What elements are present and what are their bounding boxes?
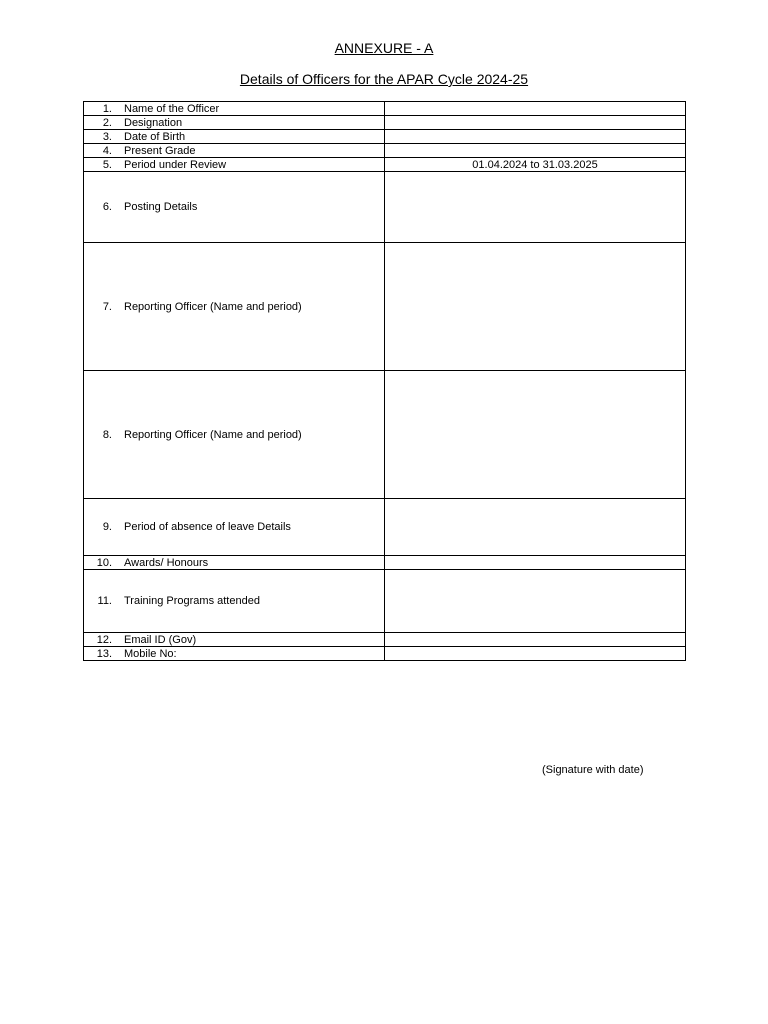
row-label-cell xyxy=(84,556,385,570)
row-number: 6. xyxy=(102,201,112,213)
absence-value-field[interactable] xyxy=(385,499,686,556)
row-number: 9. xyxy=(102,521,112,533)
row-number: 1. xyxy=(102,102,112,115)
email-value-field[interactable] xyxy=(385,633,686,647)
table-row xyxy=(84,158,686,172)
row-label-cell xyxy=(84,243,385,371)
row-number: 11. xyxy=(97,595,112,607)
table-row xyxy=(84,633,686,647)
row-label: Email ID (Gov) xyxy=(124,633,197,646)
row-number: 12. xyxy=(96,633,112,646)
posting-value-field[interactable] xyxy=(385,172,686,243)
annexure-heading: ANNEXURE - A xyxy=(334,40,434,56)
row-number: 13. xyxy=(96,647,112,660)
row-label: Posting Details xyxy=(124,201,198,213)
table-row xyxy=(84,499,686,556)
row-label-cell xyxy=(84,116,385,130)
row-label-cell xyxy=(84,499,385,556)
table-row xyxy=(84,130,686,144)
row-label-cell xyxy=(84,371,385,499)
row-label-cell xyxy=(84,647,385,661)
table-row xyxy=(84,172,686,243)
row-number: 4. xyxy=(102,144,112,157)
awards-value-field[interactable] xyxy=(385,556,686,570)
page-title: Details of Officers for the APAR Cycle 2024-25 xyxy=(239,71,529,87)
designation-value-field[interactable] xyxy=(385,116,686,130)
row-label-cell xyxy=(84,130,385,144)
row-number: 5. xyxy=(102,158,112,171)
row-number: 3. xyxy=(102,130,112,143)
grade-value-field[interactable] xyxy=(385,144,686,158)
signature-label: (Signature with date) xyxy=(542,764,644,776)
row-label: Reporting Officer (Name and period) xyxy=(124,300,302,313)
table-row xyxy=(84,144,686,158)
dob-value-field[interactable] xyxy=(385,130,686,144)
table-row xyxy=(84,243,686,371)
row-label: Training Programs attended xyxy=(124,595,260,607)
row-label: Period of absence of leave Details xyxy=(124,521,291,533)
table-row xyxy=(84,647,686,661)
row-label: Period under Review xyxy=(124,158,227,171)
table-row xyxy=(84,102,686,116)
row-label-cell xyxy=(84,144,385,158)
table-row xyxy=(84,556,686,570)
row-number: 7. xyxy=(102,300,112,313)
row-label: Designation xyxy=(124,116,183,129)
table-row xyxy=(84,570,686,633)
row-label-cell xyxy=(84,570,385,633)
row-label: Reporting Officer (Name and period) xyxy=(124,428,302,441)
row-number: 10. xyxy=(96,556,112,569)
row-label: Mobile No: xyxy=(124,647,177,660)
row-label: Awards/ Honours xyxy=(124,556,209,569)
row-number: 8. xyxy=(102,428,112,441)
review-period-value: 01.04.2024 to 31.03.2025 xyxy=(385,158,686,172)
reporting-officer-1-value-field[interactable] xyxy=(385,243,686,371)
mobile-value-field[interactable] xyxy=(385,647,686,661)
row-label: Name of the Officer xyxy=(124,102,220,115)
officer-details-table xyxy=(83,101,686,661)
reporting-officer-2-value-field[interactable] xyxy=(385,371,686,499)
training-value-field[interactable] xyxy=(385,570,686,633)
row-label-cell xyxy=(84,633,385,647)
row-label-cell xyxy=(84,158,385,172)
row-label: Present Grade xyxy=(124,144,196,157)
table-row xyxy=(84,116,686,130)
row-label-cell xyxy=(84,102,385,116)
name-value-field[interactable] xyxy=(385,102,686,116)
table-row xyxy=(84,371,686,499)
row-label-cell xyxy=(84,172,385,243)
row-label: Date of Birth xyxy=(124,130,186,143)
row-number: 2. xyxy=(102,116,112,129)
